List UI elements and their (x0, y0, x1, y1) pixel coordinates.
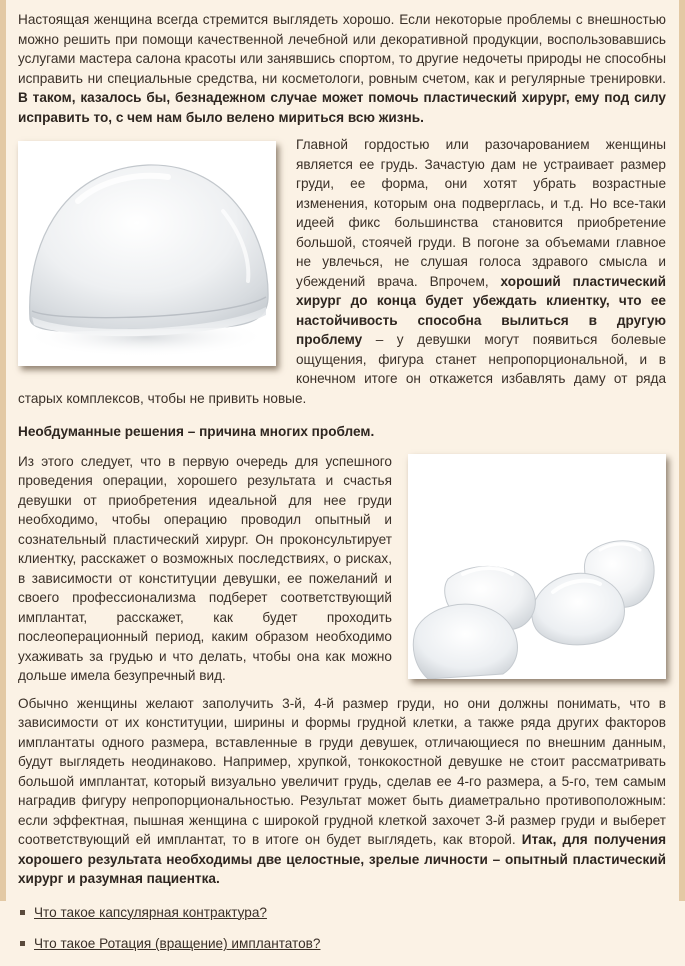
para2-text-end: – у девушки могут появиться болевые ощущения, фигура станет непропорциональной, и в конечном итоге он откажется избавлять даму от ряда старых комплексов, чтобы не привить новые. (18, 332, 666, 406)
para4-text-start: Обычно женщины желают заполучить 3-й, 4-й размер груди, но они должны понимать, что в зависимости от их конституции, ширины и формы грудной клетки, а также ряда других факторов имплантаты одного размера, вставленные в груди девушек, отличающиеся по внешним данным, будут выглядеть неодинаково. Например, хрупкой, тонкокостной девушке не стоит рассматривать большой имплантат, который визуально увеличит грудь, сделав ее 4-го размера, а 5-го, тем самым наградив фигуру непропорциональностью. Результат может быть диаметрально противоположным: если эффектная, пышная женщина с широкой грудной клеткой захочет 3-й размер груди и выберет соответствующий ей имплантат, то в итоге он будет выглядеть, как второй. (18, 695, 666, 847)
para4-bold-text: Итак, для получения хорошего результата необходимы две целостные, зрелые личности – опытный пластический хирург и разумная пациентка. (18, 832, 666, 886)
anatomical-implants-illustration (408, 454, 666, 679)
implant-photo-anatomical (408, 454, 666, 679)
implant-photo-dome (18, 141, 276, 366)
bullet-square-icon (20, 941, 25, 946)
implant-rotation-link[interactable]: Что такое Ротация (вращение) имплантатов? (34, 936, 321, 951)
section-heading: Необдуманные решения – причина многих проблем. (18, 424, 375, 439)
para2-bold-text: хороший пластический хирург до конца будет убеждать клиентку, что ее настойчивость способна вылиться в другую проблему (296, 273, 666, 347)
intro-paragraph (18, 10, 666, 127)
article-content (18, 10, 666, 966)
surgeon-choice-paragraph: Из этого следует, что в первую очередь для успешного проведения операции, хорошего результата и счастья девушки от приобретения идеальной для нее груди необходимо, чтобы операцию проводил опытный и сознательный пластический хирург. Он проконсультирует клиентку, расскажет о возможных последствиях, о рисках, в зависимости от конституции девушки, ее пожеланий и своего профессионализма подберет соответствующий имплантат, расскажет, как будет проходить послеоперационный период, каким образом необходимо ухаживать за грудью и что делать, чтобы она как можно дольше имела безупречный вид. (18, 453, 392, 683)
para2-text-start: Главной гордостью или разочарованием женщины является ее грудь. Зачастую дам не устраивает размер груди, ее форма, они хотят убрать возрастные изменения, которым она подверглась, и т.д. Но все-таки идеей фикс большинства становится приобретение большой, стоячей груди. В погоне за объемами главное не увлечься, не слушая голоса здравого смысла и убеждений врача. Впрочем, (296, 137, 666, 289)
size-result-paragraph (18, 694, 666, 889)
related-links-list (18, 903, 666, 954)
bullet-square-icon (20, 910, 25, 915)
related-link-item (18, 934, 666, 954)
capsular-contracture-link[interactable]: Что такое капсулярная контрактура? (34, 904, 267, 920)
dome-implant-illustration (18, 141, 276, 366)
related-link-item (18, 903, 666, 923)
intro-bold-text: В таком, казалось бы, безнадежном случае может помочь пластический хирург, ему под силу исправить то, с чем нам было велено мириться всю жизнь. (18, 90, 666, 125)
intro-text: Настоящая женщина всегда стремится выглядеть хорошо. Если некоторые проблемы с внешностью можно решить при помощи качественной лечебной или декоративной продукции, воспользовавшись услугами мастера салона красоты или занявшись спортом, то другие недочеты природы не способны исправить ни специальные средства, ни косметологи, ровным счетом, как и регулярные тренировки. (18, 12, 666, 86)
